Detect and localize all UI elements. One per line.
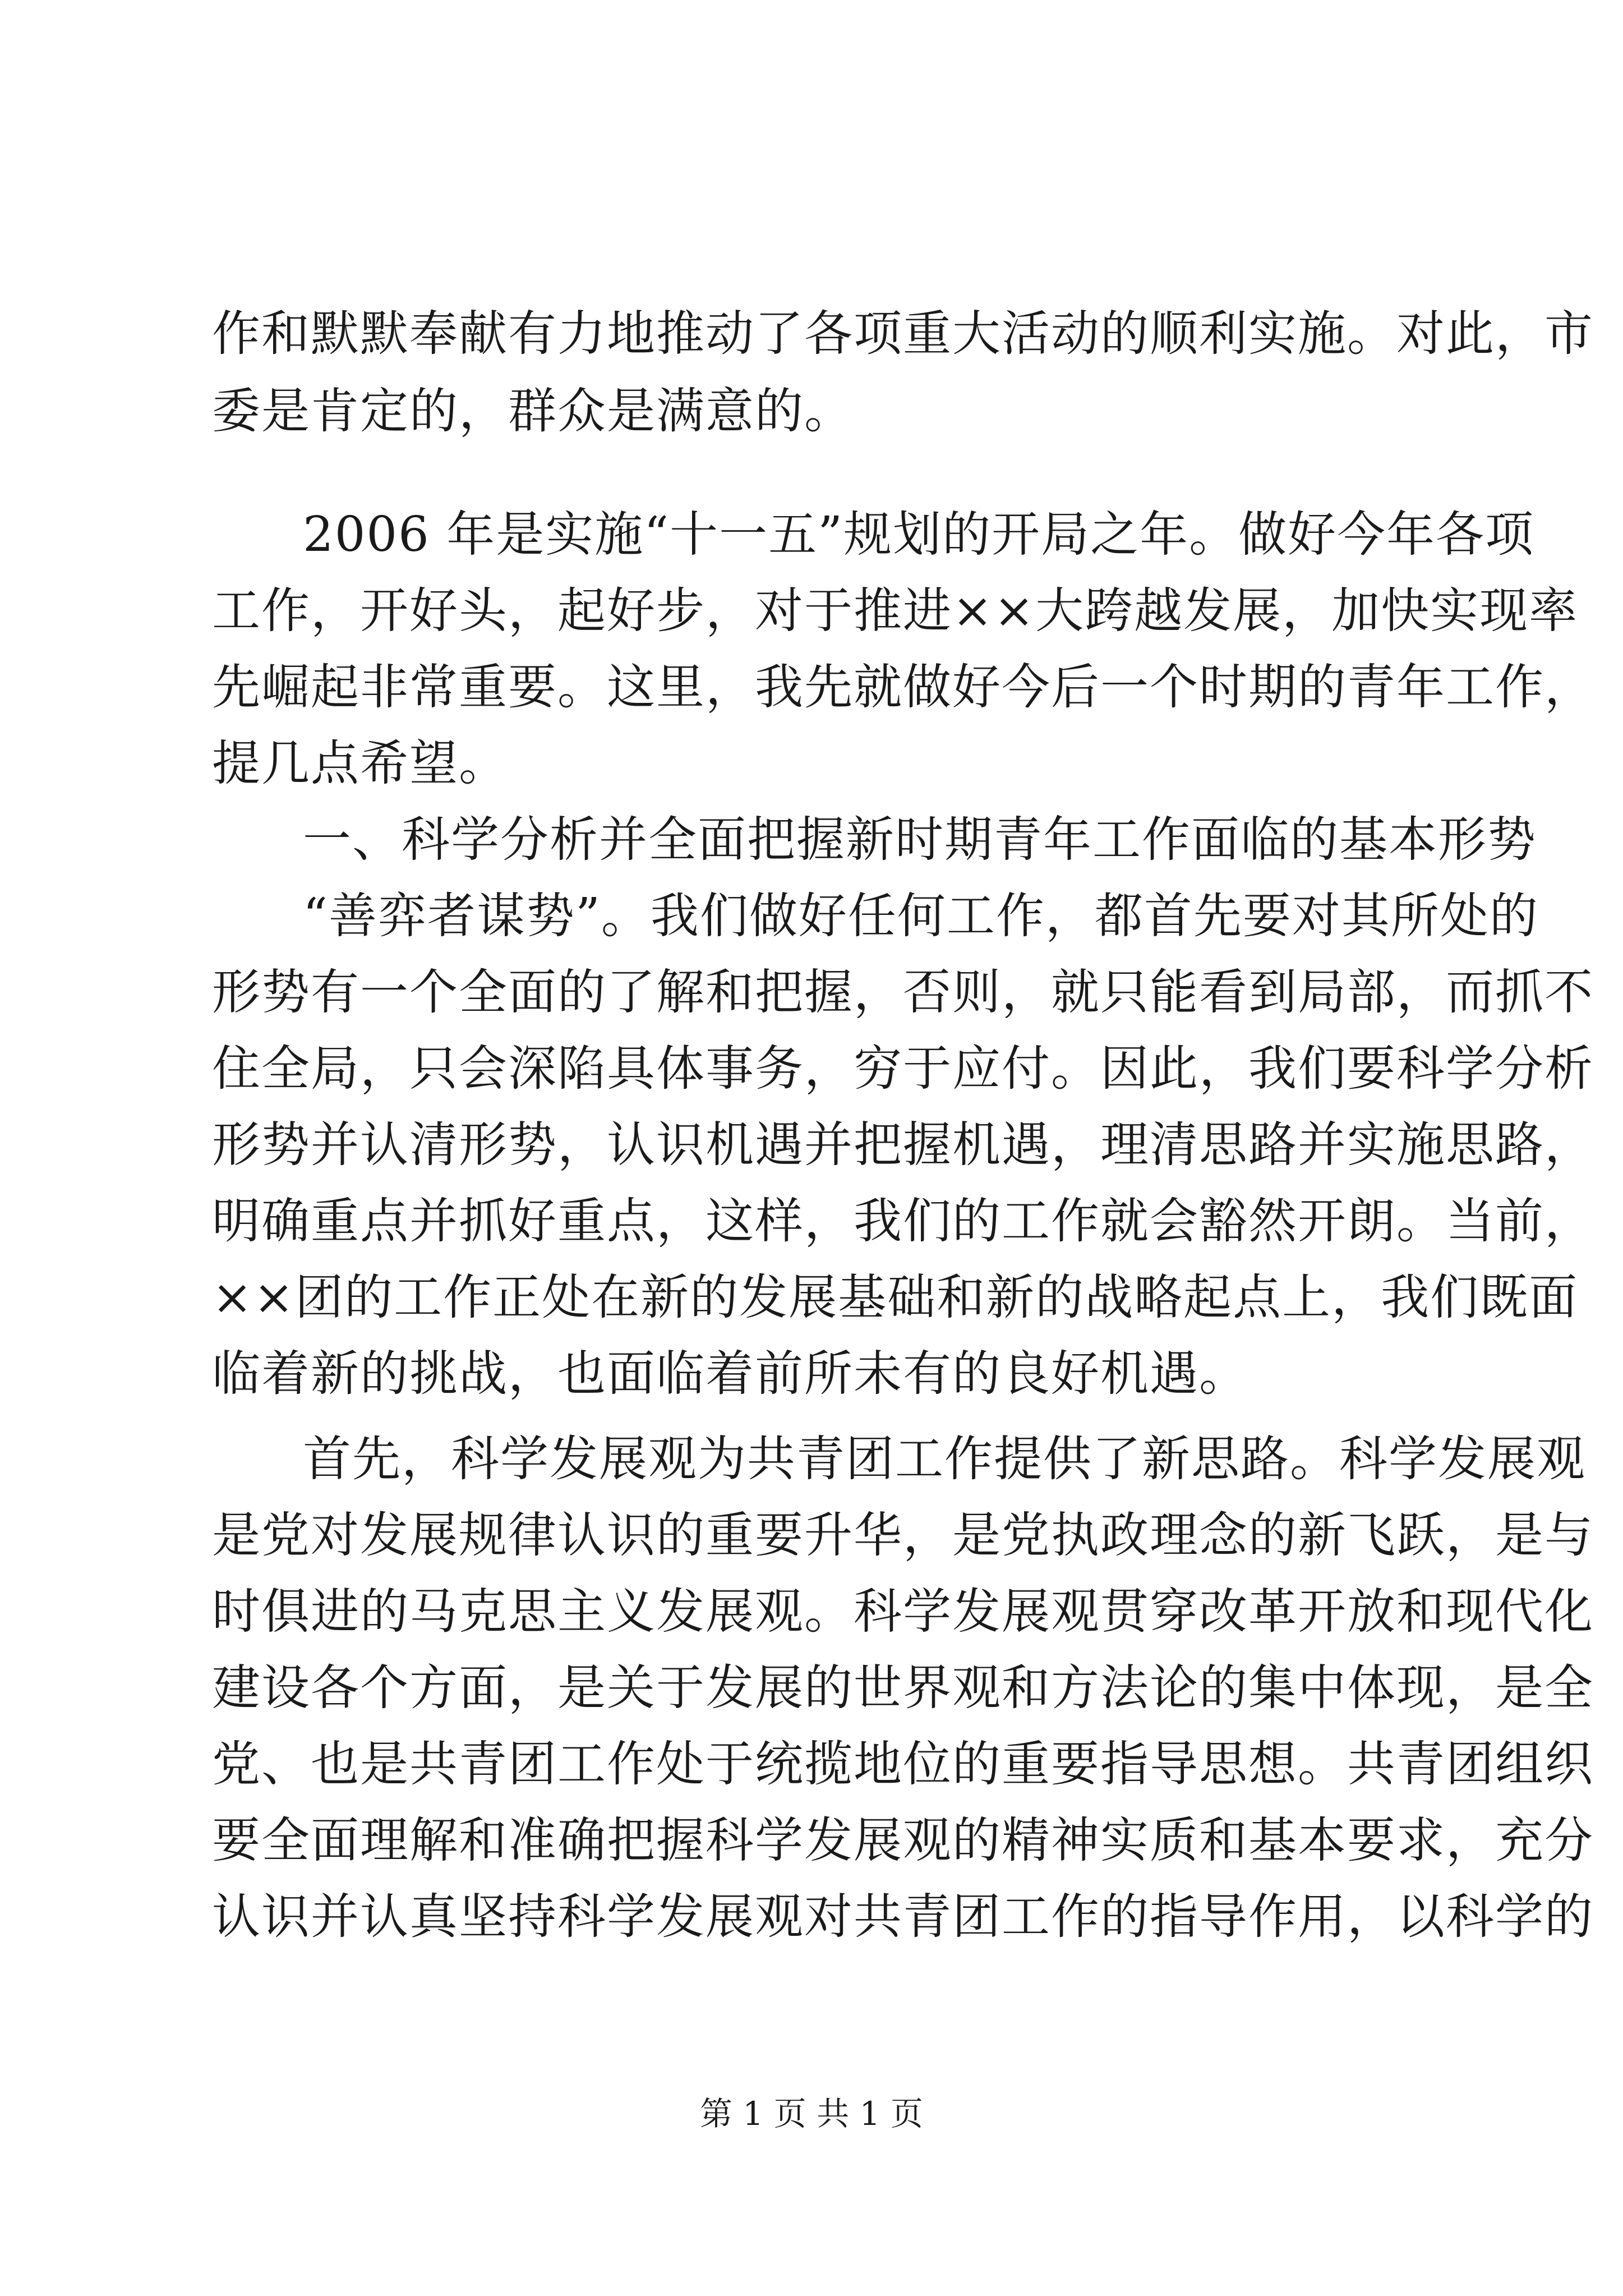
text-line: 形势并认清形势，认识机遇并把握机遇，理清思路并实施思路， [212,1117,1594,1173]
text-line: 建设各个方面，是关于发展的世界观和方法论的集中体现，是全 [212,1660,1594,1716]
text-line: 认识并认真坚持科学发展观对共青团工作的指导作用，以科学的 [212,1889,1594,1945]
text-line: 形势有一个全面的了解和把握，否则，就只能看到局部，而抓不 [212,964,1594,1020]
text-line: 临着新的挑战，也面临着前所未有的良好机遇。 [212,1346,1248,1402]
text-line: 要全面理解和准确把握科学发展观的精神实质和基本要求，充分 [212,1812,1594,1869]
text-line: 提几点希望。 [212,735,508,792]
text-line: 时俱进的马克思主义发展观。科学发展观贯穿改革开放和现代化 [212,1584,1594,1640]
page-number-footer: 第 1 页 共 1 页 [700,2095,923,2133]
text-line: 先崛起非常重要。这里，我先就做好今后一个时期的青年工作， [212,659,1594,715]
text-line: ××团的工作正处在新的发展基础和新的战略起点上，我们既面 [212,1269,1579,1326]
text-line: 2006 年是实施“十一五”规划的开局之年。做好今年各项 [303,507,1535,563]
text-line: 明确重点并抓好重点，这样，我们的工作就会豁然开朗。当前， [212,1193,1594,1249]
text-line: 党、也是共青团工作处于统揽地位的重要指导思想。共青团组织 [212,1736,1594,1792]
text-line: 住全局，只会深陷具体事务，穷于应付。因此，我们要科学分析 [212,1041,1594,1097]
text-line: 首先，科学发展观为共青团工作提供了新思路。科学发展观 [303,1431,1586,1487]
text-line: 是党对发展规律认识的重要升华，是党执政理念的新飞跃，是与 [212,1507,1594,1563]
section-heading: 一、科学分析并全面把握新时期青年工作面临的基本形势 [303,812,1537,868]
text-line: 委是肯定的，群众是满意的。 [212,383,854,439]
text-line: 作和默默奉献有力地推动了各项重大活动的顺利实施。对此，市 [212,306,1594,362]
text-line: 工作，开好头，起好步，对于推进××大跨越发展，加快实现率 [212,583,1579,639]
text-line: “善弈者谋势”。我们做好任何工作，都首先要对其所处的 [303,888,1539,944]
